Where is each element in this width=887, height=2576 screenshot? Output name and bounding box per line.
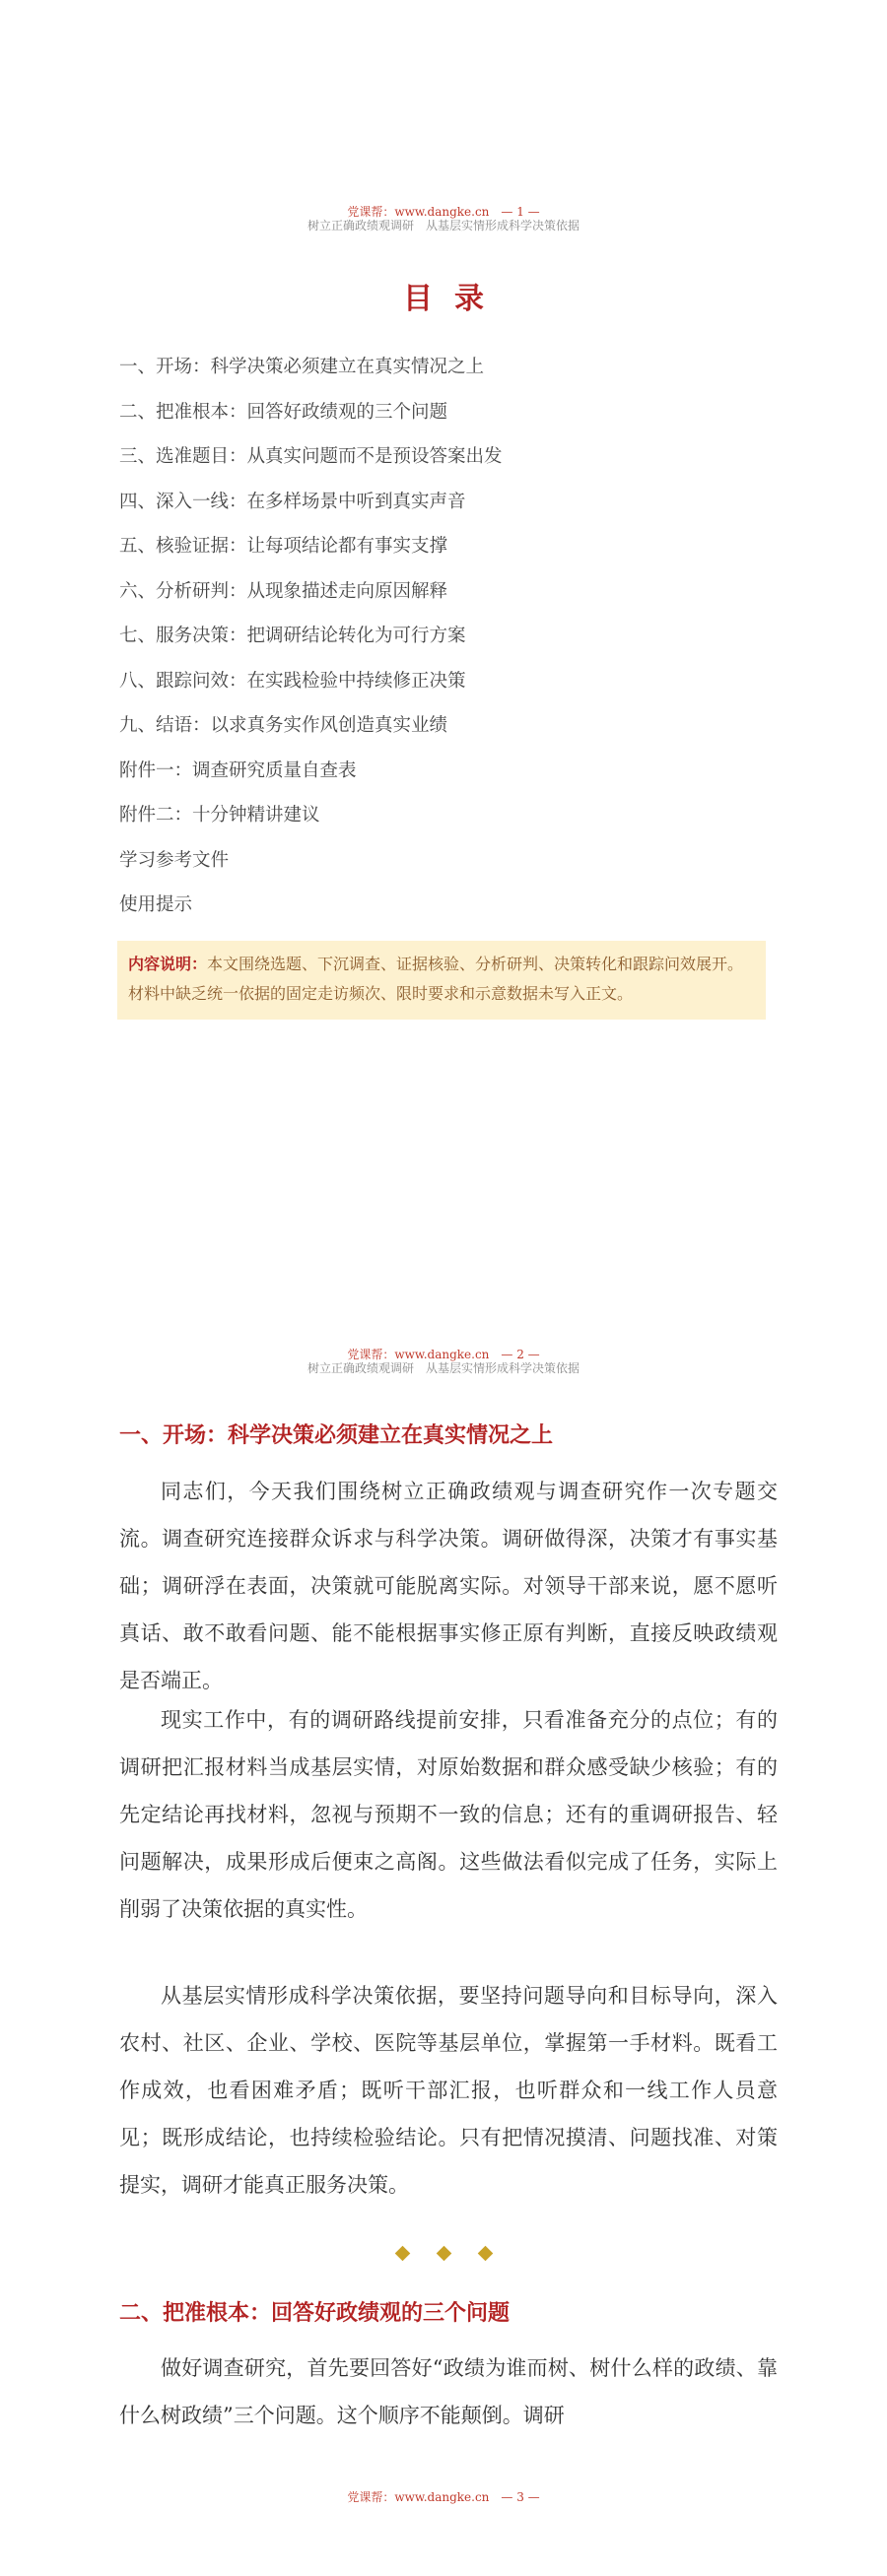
page-footer-3: 党课帮：www.dangke.cn — 3 —: [347, 2490, 540, 2504]
note-text: 本文围绕选题、下沉调查、证据核验、分析研判、决策转化和跟踪问效展开。材料中缺乏统一依据的固定走访频次、限时要求和示意数据未写入正文。: [128, 955, 744, 1003]
toc-item[interactable]: 二、把准根本：回答好政绩观的三个问题: [119, 401, 448, 423]
toc-item[interactable]: 学习参考文件: [119, 849, 230, 871]
toc-item[interactable]: 七、服务决策：把调研结论转化为可行方案: [119, 626, 466, 646]
content-note: [117, 941, 766, 1020]
toc-item[interactable]: 八、跟踪问效：在实践检验中持续修正决策: [119, 670, 466, 692]
toc-list: [119, 345, 503, 928]
diamond-icon: [436, 2246, 451, 2262]
section-heading-1: 一、开场：科学决策必须建立在真实情况之上: [119, 1422, 554, 1448]
toc-item[interactable]: 一、开场：科学决策必须建立在真实情况之上: [119, 357, 485, 377]
diamond-icon: [394, 2246, 410, 2262]
toc-item[interactable]: 九、结语：以求真务实作风创造真实业绩: [119, 715, 448, 736]
toc-item[interactable]: 附件一：调查研究质量自查表: [119, 760, 357, 781]
toc-item[interactable]: 四、深入一线：在多样场景中听到真实声音: [119, 491, 466, 512]
toc-item[interactable]: 三、选准题目：从真实问题而不是预设答案出发: [119, 446, 503, 467]
toc-item[interactable]: 五、核验证据：让每项结论都有事实支撑: [119, 536, 448, 557]
paragraph: 现实工作中，有的调研路线提前安排，只看准备充分的点位；有的调研把汇报材料当成基层实情，对原始数据和群众感受缺少核验；有的先定结论再找材料，忽视与预期不一致的信息；还有的重调研报告、轻问题解决，成果形成后便束之高阁。这些做法看似完成了任务，实际上削弱了决策依据的真实性。: [119, 1708, 778, 1921]
note-label: 内容说明：: [128, 955, 208, 973]
header-site: 党课帮：www.dangke.cn — 2 —: [347, 1348, 540, 1361]
header-subtitle: 树立正确政绩观调研 从基层实情形成科学决策依据: [307, 219, 580, 232]
page-header-1: [0, 205, 887, 232]
toc-item[interactable]: 六、分析研判：从现象描述走向原因解释: [119, 580, 448, 602]
paragraph: 同志们，今天我们围绕树立正确政绩观与调查研究作一次专题交流。调查研究连接群众诉求与科学决策。调研做得深，决策才有事实基础；调研浮在表面，决策就可能脱离实际。对领导干部来说，愿不愿听真话、敢不敢看问题、能不能根据事实修正原有判断，直接反映政绩观是否端正。: [119, 1480, 778, 1692]
toc-item[interactable]: 使用提示: [119, 894, 193, 915]
section-heading-2: 二、把准根本：回答好政绩观的三个问题: [119, 2300, 511, 2326]
header-subtitle: 树立正确政绩观调研 从基层实情形成科学决策依据: [307, 1361, 580, 1375]
header-site: 党课帮：www.dangke.cn — 1 —: [347, 205, 540, 219]
section-divider: [0, 2244, 887, 2264]
paragraph: 做好调查研究，首先要回答好“政绩为谁而树、树什么样的政绩、靠什么树政绩”三个问题。这个顺序不能颠倒。调研: [119, 2356, 778, 2427]
toc-item[interactable]: 附件二：十分钟精讲建议: [119, 805, 320, 826]
page-header-2: [0, 1348, 887, 1375]
diamond-icon: [477, 2246, 493, 2262]
toc-title: 目录: [403, 282, 506, 316]
paragraph: 从基层实情形成科学决策依据，要坚持问题导向和目标导向，深入农村、社区、企业、学校、医院等基层单位，掌握第一手材料。既看工作成效，也看困难矛盾；既听干部汇报，也听群众和一线工作人员意见；既形成结论，也持续检验结论。只有把情况摸清、问题找准、对策提实，调研才能真正服务决策。: [119, 1984, 778, 2197]
